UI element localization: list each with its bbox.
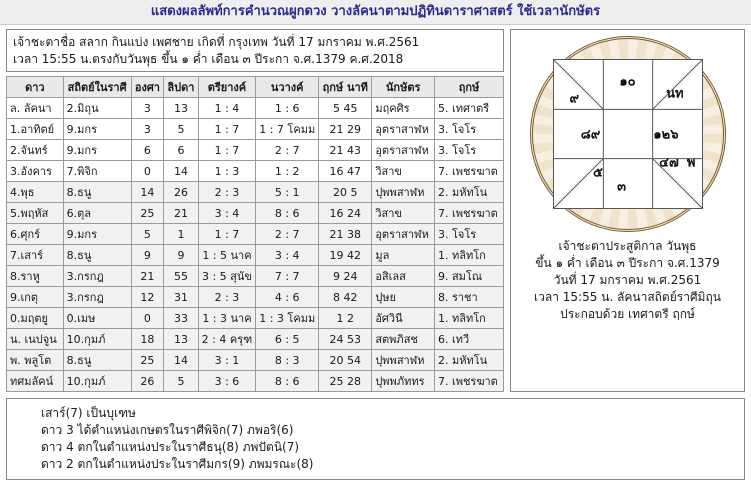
cell-navang: 8 : 6 (256, 371, 319, 392)
cell-degree: 26 (131, 371, 164, 392)
cell-rasi: 9.มกร (63, 119, 131, 140)
cell-nakshatra: วิสาข (372, 203, 435, 224)
chart-cell: พ (686, 155, 696, 171)
planet-table (6, 76, 504, 392)
cell-planet: 8.ราหู (7, 266, 64, 287)
chart-caption (515, 238, 740, 323)
cell-navang: 8 : 3 (256, 350, 319, 371)
cell-degree: 3 (131, 119, 164, 140)
cell-nakshatra: ปุพพสาฬห (372, 182, 435, 203)
cell-rasi: 0.เมษ (63, 308, 131, 329)
cell-degree: 25 (131, 350, 164, 371)
cell-degree: 21 (131, 266, 164, 287)
cell-rerk: 1. ทลิทโก (434, 245, 503, 266)
cell-minute: 14 (164, 350, 198, 371)
cell-planet: 4.พุธ (7, 182, 64, 203)
col-header-degree: องศา (131, 77, 164, 98)
cell-planet: น. เนปจูน (7, 329, 64, 350)
cell-degree: 9 (131, 245, 164, 266)
cell-rasi: 8.ธนู (63, 245, 131, 266)
cell-triyang: 3 : 5 สุนัข (198, 266, 256, 287)
cell-rerk: 7. เพชรฆาต (434, 203, 503, 224)
cell-minute: 1 (164, 224, 198, 245)
chart-caption-line-4: เวลา 15:55 น. ลัคนาสถิตย์ราศีมิถุน (534, 290, 721, 304)
table-row (7, 287, 504, 308)
cell-rerk: 2. มหัทโน (434, 350, 503, 371)
cell-nakshatra: ปุพพภัททร (372, 371, 435, 392)
cell-nakshatra: สตพภิสช (372, 329, 435, 350)
cell-planet: 3.อังคาร (7, 161, 64, 182)
cell-degree: 5 (131, 224, 164, 245)
cell-minute: 5 (164, 119, 198, 140)
table-row (7, 350, 504, 371)
horoscope-chart-panel (510, 29, 745, 392)
cell-planet: 6.ศุกร์ (7, 224, 64, 245)
cell-rerk: 8. ราชา (434, 287, 503, 308)
cell-degree: 0 (131, 308, 164, 329)
cell-triyang: 1 : 5 นาค (198, 245, 256, 266)
horoscope-grid (553, 59, 703, 209)
cell-planet: 0.มฤตยู (7, 308, 64, 329)
col-header-rerk: ฤกษ์ (434, 77, 503, 98)
cell-rerk-time: 21 43 (319, 140, 372, 161)
col-header-rasi: สถิตย์ในราศี (63, 77, 131, 98)
cell-triyang: 3 : 6 (198, 371, 256, 392)
cell-triyang: 1 : 4 (198, 98, 256, 119)
cell-rerk-time: 20 5 (319, 182, 372, 203)
cell-rerk-time: 20 54 (319, 350, 372, 371)
cell-minute: 31 (164, 287, 198, 308)
cell-rasi: 8.ธนู (63, 182, 131, 203)
cell-rerk-time: 16 24 (319, 203, 372, 224)
cell-planet: ทศมลัคน์ (7, 371, 64, 392)
cell-minute: 14 (164, 161, 198, 182)
col-header-nakshatra: นักษัตร (372, 77, 435, 98)
cell-rerk-time: 19 42 (319, 245, 372, 266)
chart-caption-line-3: วันที่ 17 มกราคม พ.ศ.2561 (553, 273, 702, 287)
cell-rerk-time: 5 45 (319, 98, 372, 119)
chart-caption-line-1: เจ้าชะตาประสูติกาล วันพุธ (558, 239, 697, 253)
cell-navang: 7 : 7 (256, 266, 319, 287)
birth-info-box (6, 29, 504, 72)
cell-rerk: 3. โจโร (434, 119, 503, 140)
table-row (7, 98, 504, 119)
cell-navang: 1 : 2 (256, 161, 319, 182)
cell-rasi: 9.มกร (63, 140, 131, 161)
cell-nakshatra: อัศวินี (372, 308, 435, 329)
cell-rerk: 1. ทลิทโก (434, 308, 503, 329)
chart-cell: ๘๙ (580, 127, 601, 143)
cell-planet: 5.พฤหัส (7, 203, 64, 224)
page-title: แสดงผลลัพท์การคำนวณผูกดวง วางลัคนาตามปฏิทินดาราศาสตร์ ใช้เวลานักษัตร (0, 0, 751, 25)
birth-info-line-2: เวลา 15:55 น.ตรงกับวันพุธ ขึ้น ๑ ค่ำ เดือน ๓ ปีระกา จ.ศ.1379 ค.ศ.2018 (13, 52, 404, 66)
col-header-planet: ดาว (7, 77, 64, 98)
chart-cell: นท (666, 86, 684, 102)
cell-minute: 33 (164, 308, 198, 329)
cell-navang: 1 : 3 โคมม (256, 308, 319, 329)
table-row (7, 119, 504, 140)
cell-minute: 13 (164, 329, 198, 350)
cell-rerk: 9. สมโณ (434, 266, 503, 287)
cell-rerk-time: 8 42 (319, 287, 372, 308)
cell-rerk: 7. เพชรฆาต (434, 371, 503, 392)
cell-nakshatra: ปุษย (372, 287, 435, 308)
table-row (7, 224, 504, 245)
chart-cell: ๙ (569, 91, 579, 107)
cell-minute: 5 (164, 371, 198, 392)
col-header-rerk-time: ฤกษ์ นาที (319, 77, 372, 98)
cell-degree: 14 (131, 182, 164, 203)
cell-rasi: 10.กุมภ์ (63, 371, 131, 392)
table-row (7, 371, 504, 392)
note-line-2: ดาว 3 ได้ตำแหน่งเกษตรในราศีพิจิก(7) ภพอริ(6) (41, 423, 294, 437)
cell-nakshatra: อุตราสาฬห (372, 224, 435, 245)
table-row (7, 308, 504, 329)
chart-cell: ๑๐ (619, 74, 636, 90)
cell-triyang: 1 : 7 (198, 140, 256, 161)
cell-triyang: 3 : 4 (198, 203, 256, 224)
cell-rerk-time: 24 53 (319, 329, 372, 350)
table-row (7, 245, 504, 266)
cell-navang: 5 : 1 (256, 182, 319, 203)
cell-triyang: 2 : 4 ครุฑ (198, 329, 256, 350)
notes-box (6, 398, 745, 480)
col-header-navang: นวางค์ (256, 77, 319, 98)
cell-rasi: 9.มกร (63, 224, 131, 245)
cell-navang: 1 : 6 (256, 98, 319, 119)
chart-caption-line-2: ขึ้น ๑ ค่ำ เดือน ๓ ปีระกา จ.ศ.1379 (535, 256, 720, 270)
cell-navang: 2 : 7 (256, 224, 319, 245)
table-row (7, 266, 504, 287)
cell-rasi: 8.ธนู (63, 350, 131, 371)
cell-minute: 21 (164, 203, 198, 224)
cell-navang: 1 : 7 โคมม (256, 119, 319, 140)
chart-cell: ๔๗ (659, 155, 679, 171)
cell-rasi: 7.พิจิก (63, 161, 131, 182)
chart-cell: ๓ (617, 179, 627, 195)
cell-triyang: 2 : 3 (198, 182, 256, 203)
horoscope-wheel (530, 36, 726, 232)
cell-degree: 18 (131, 329, 164, 350)
birth-info-line-1: เจ้าชะตาชื่อ สลาก กินแบ่ง เพศชาย เกิดที่ กรุงเทพ วันที่ 17 มกราคม พ.ศ.2561 (13, 35, 420, 49)
table-row (7, 140, 504, 161)
cell-rerk: 6. เทวี (434, 329, 503, 350)
table-row (7, 182, 504, 203)
cell-planet: พ. พลูโต (7, 350, 64, 371)
cell-planet: 9.เกตุ (7, 287, 64, 308)
cell-degree: 6 (131, 140, 164, 161)
cell-rasi: 3.กรกฎ (63, 287, 131, 308)
cell-rerk: 5. เทศาตรี (434, 98, 503, 119)
cell-minute: 13 (164, 98, 198, 119)
cell-nakshatra: ปุพพสาฬห (372, 350, 435, 371)
note-line-4: ดาว 2 ตกในตำแหน่งประในราศีมกร(9) ภพมรณะ(8) (41, 457, 314, 471)
cell-degree: 3 (131, 98, 164, 119)
cell-nakshatra: มูล (372, 245, 435, 266)
cell-triyang: 1 : 3 นาค (198, 308, 256, 329)
col-header-minute: ลิปดา (164, 77, 198, 98)
cell-planet: 1.อาทิตย์ (7, 119, 64, 140)
cell-triyang: 2 : 3 (198, 287, 256, 308)
cell-degree: 25 (131, 203, 164, 224)
note-line-1: เสาร์(7) เป็นบุเฑษ (41, 406, 136, 420)
cell-rerk-time: 21 38 (319, 224, 372, 245)
cell-nakshatra: อุตราสาฬห (372, 119, 435, 140)
content-area (0, 25, 751, 392)
planet-table-body (7, 98, 504, 392)
cell-nakshatra: มฤคศิร (372, 98, 435, 119)
cell-rerk-time: 9 24 (319, 266, 372, 287)
chart-wrap (515, 36, 740, 232)
chart-caption-line-5: ประกอบด้วย เทศาตรี ฤกษ์ (560, 307, 695, 321)
cell-rerk-time: 16 47 (319, 161, 372, 182)
cell-rasi: 3.กรกฎ (63, 266, 131, 287)
cell-planet: 2.จันทร์ (7, 140, 64, 161)
cell-minute: 9 (164, 245, 198, 266)
table-row (7, 161, 504, 182)
chart-cell: ๑๒๖ (653, 127, 679, 143)
cell-nakshatra: อุตราสาฬห (372, 140, 435, 161)
table-row (7, 329, 504, 350)
cell-navang: 4 : 6 (256, 287, 319, 308)
cell-nakshatra: อสิเลส (372, 266, 435, 287)
table-header-row (7, 77, 504, 98)
cell-navang: 6 : 5 (256, 329, 319, 350)
cell-rasi: 6.ตุล (63, 203, 131, 224)
cell-triyang: 1 : 7 (198, 119, 256, 140)
cell-rerk: 3. โจโร (434, 224, 503, 245)
cell-rerk: 7. เพชรฆาต (434, 161, 503, 182)
cell-minute: 6 (164, 140, 198, 161)
cell-rerk: 3. โจโร (434, 140, 503, 161)
cell-degree: 12 (131, 287, 164, 308)
cell-rerk-time: 21 29 (319, 119, 372, 140)
cell-minute: 26 (164, 182, 198, 203)
col-header-triyang: ตรียางค์ (198, 77, 256, 98)
cell-triyang: 3 : 1 (198, 350, 256, 371)
cell-navang: 8 : 6 (256, 203, 319, 224)
cell-nakshatra: วิสาข (372, 161, 435, 182)
cell-rerk-time: 25 28 (319, 371, 372, 392)
cell-navang: 3 : 4 (256, 245, 319, 266)
cell-rerk-time: 1 2 (319, 308, 372, 329)
cell-rerk: 2. มหัทโน (434, 182, 503, 203)
cell-degree: 0 (131, 161, 164, 182)
grid-lines-icon (554, 60, 702, 208)
cell-triyang: 1 : 3 (198, 161, 256, 182)
table-row (7, 203, 504, 224)
cell-rasi: 2.มิถุน (63, 98, 131, 119)
chart-cell: ๕ (592, 165, 603, 181)
cell-minute: 55 (164, 266, 198, 287)
note-line-3: ดาว 4 ตกในตำแหน่งประในราศีธนุ(8) ภพปัตนิ(7) (41, 440, 300, 454)
cell-planet: ล. ลัคนา (7, 98, 64, 119)
cell-planet: 7.เสาร์ (7, 245, 64, 266)
left-column (6, 29, 504, 392)
cell-rasi: 10.กุมภ์ (63, 329, 131, 350)
cell-navang: 2 : 7 (256, 140, 319, 161)
cell-triyang: 1 : 7 (198, 224, 256, 245)
